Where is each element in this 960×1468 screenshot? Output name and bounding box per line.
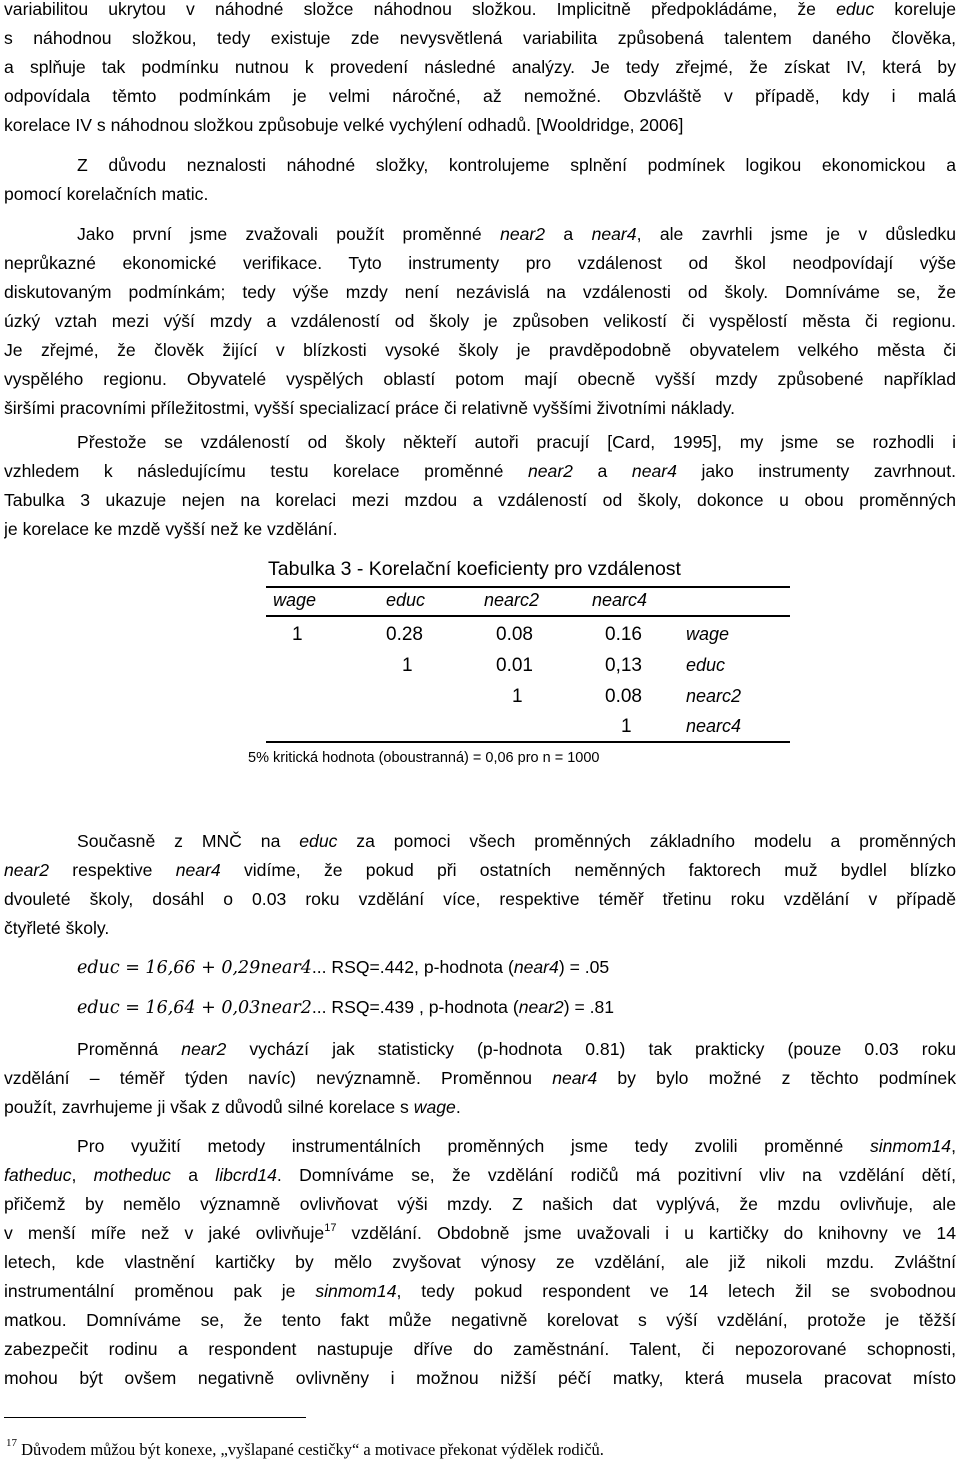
table-header: nearc2 [484,590,540,610]
text-line: úzký vztah mezi výší mzdy a vzdáleností od školy je způsoben velikostí či vyspělostí města či regionu. [4,311,956,331]
paragraph-instruments [4,1132,956,1393]
equation-near2: educ = 16,64 + 0,03near2... RSQ=.439 , p-hodnota (near2) = .81 [77,997,615,1018]
text-line: Je zřejmé, že člověk žijící v blízkosti vysoké školy je pravděpodobně obyvatelem velkého města či [4,340,956,360]
text-line: Proměnná near2 vychází jak statisticky (p-hodnota 0.81) tak prakticky (pouze 0.03 roku [77,1039,956,1059]
table-cell: 1 [402,655,413,676]
table-row-label: nearc2 [686,686,742,706]
paragraph-near-variables [4,220,956,423]
text-line: zabezpečit rodinu a respondent nastupuje dříve do zaměstnání. Talent, či nepozorované schopnosti, [4,1339,956,1359]
table-cell: 0.28 [386,624,423,645]
text-line: Jako první jsme zvažovali použít proměnné near2 a near4, ale zavrhli jsme je v důsledku [77,224,956,244]
text-line: Přestože se vzdáleností od školy někteří autoři pracují [Card, 1995], my jsme se rozhodli i [77,432,956,452]
table-title: Tabulka 3 - Korelační koeficienty pro vzdálenost [268,558,681,580]
table-note: 5% kritická hodnota (oboustranná) = 0,06 pro n = 1000 [248,750,600,766]
text-line: vzdělání – téměř týden navíc) nevýznamně. Proměnnou near4 by bylo možné z těchto podmínek [4,1068,956,1088]
table-bottom-rule [266,741,790,743]
table-cell: 1 [292,624,303,645]
table-header: wage [273,590,317,610]
table-cell: 0.01 [496,655,533,676]
table-cell: 1 [621,716,632,737]
table-cell: 1 [512,686,523,707]
text-line: mohou být ovšem negativně ovlivněny i možnou nižší péčí matky, která musela pracovat místo [4,1368,956,1388]
text-line: letech, kde vlastnění kartičky by mělo zvyšovat výnosy ze vzdělání, ale již nikoli mzdu. Zvláštní [4,1252,956,1272]
text-line: Z důvodu neznalosti náhodné složky, kontrolujeme splnění podmínek logikou ekonomickou a [77,155,956,175]
text-line: near2 respektive near4 vidíme, že pokud při ostatních neměnných faktorech muž bydlel blízko [4,860,956,880]
table-header: nearc4 [592,590,648,610]
footnote-separator [4,1417,306,1418]
table-header-rule [266,615,790,617]
table-cell: 0.08 [605,686,642,707]
text-line: čtyřleté školy. [4,918,110,938]
paragraph-ols-educ [4,827,956,943]
table-cell: 0.08 [496,624,533,645]
text-line: neprůkazné ekonomické verifikace. Tyto instrumenty pro vzdálenost od škol neodpovídají výše [4,253,956,273]
table-row-label: educ [686,655,726,675]
text-line: je korelace ke mzdě vyšší než ke vzdělání. [4,519,338,539]
table-cell: 0,13 [605,655,642,676]
table-header: educ [386,590,426,610]
text-line: přičemž by nemělo významně ovlivňovat výši mzdy. Z našich dat vyplývá, že mzdu ovlivňuje, ale [4,1194,956,1214]
text-line: odpovídala těmto podmínkám je velmi náročné, až nemožné. Obzvláště v případě, kdy i malá [4,86,956,106]
paragraph-correlation-matrices [4,151,956,209]
paragraph-distance-rejection [4,428,956,544]
text-line: Pro využití metody instrumentálních proměnných jsme tedy zvolili proměnné sinmom14, [77,1136,956,1156]
text-line: fatheduc, motheduc a libcrd14. Domníváme se, že vzdělání rodičů má pozitivní vliv na vzdělání dětí, [4,1165,956,1185]
text-line: korelace IV s náhodnou složkou způsobuje velké vychýlení odhadů. [Wooldridge, 2006] [4,115,684,135]
footnote-text: Důvodem můžou být konexe, „vyšlapané cestičky“ a motivace překonat výdělek rodičů. [17,1440,604,1459]
text-line: Tabulka 3 ukazuje nejen na korelaci mezi mzdou a vzdáleností od školy, dokonce u obou proměnných [4,490,956,510]
table-top-rule [266,586,790,588]
paragraph-near2-result [4,1035,956,1122]
footnote-number: 17 [6,1437,17,1449]
text-line: diskutovaným podmínkám; tedy výše mzdy není nezávislá na vzdálenosti od školy. Domníváme se, že [4,282,956,302]
table-cell: 0.16 [605,624,642,645]
text-line: použít, zavrhujeme ji však z důvodů silné korelace s wage. [4,1097,461,1117]
text-line: širšími pracovními příležitostmi, vyšší specializací práce či relativně vyššími životními náklady. [4,398,735,418]
equation-near4: educ = 16,66 + 0,29near4... RSQ=.442, p-hodnota (near4) = .05 [77,957,610,978]
text-line: s náhodnou složkou, tedy existuje zde nevysvětlená variabilita způsobená talentem daného člověka, [4,28,956,48]
text-line: pomocí korelačních matic. [4,184,209,204]
footnote [6,1437,604,1460]
text-line: dvouleté školy, dosáhl o 0.03 roku vzdělání více, respektive téměř třetinu roku vzdělání v případě [4,889,956,909]
text-line: variabilitou ukrytou v náhodné složce náhodnou složkou. Implicitně předpokládáme, že educ koreluje [4,0,956,19]
table-row-label: wage [686,624,730,644]
text-line: Současně z MNČ na educ za pomoci všech proměnných základního modelu a proměnných [77,831,956,851]
text-line: vyspělého regionu. Obyvatelé vyspělých oblastí potom mají obecně vyšší mzdy způsobené například [4,369,956,389]
table-row-label: nearc4 [686,716,742,736]
text-line: a splňuje tak podmínku nutnou k provedení následné analýzy. Je tedy zřejmé, že získat IV, která by [4,57,956,77]
paragraph-iv-conditions [4,0,956,140]
footnote-ref[interactable]: 17 [324,1222,337,1234]
text-line: vzhledem k následujícímu testu korelace proměnné near2 a near4 jako instrumenty zavrhnout. [4,461,956,481]
text-line: matkou. Domníváme se, že tento fakt může negativně korelovat s výší vzdělání, protože je těžší [4,1310,956,1330]
text-line: v menší míře než v jaké ovlivňuje$^{17}$ vzdělání. Obdobně jsme uvažovali i u kartičky do knihovny ve 14 [4,1222,956,1243]
text-line: instrumentální proměnou pak je sinmom14, tedy pokud respondent ve 14 letech žil se svobodnou [4,1281,956,1301]
